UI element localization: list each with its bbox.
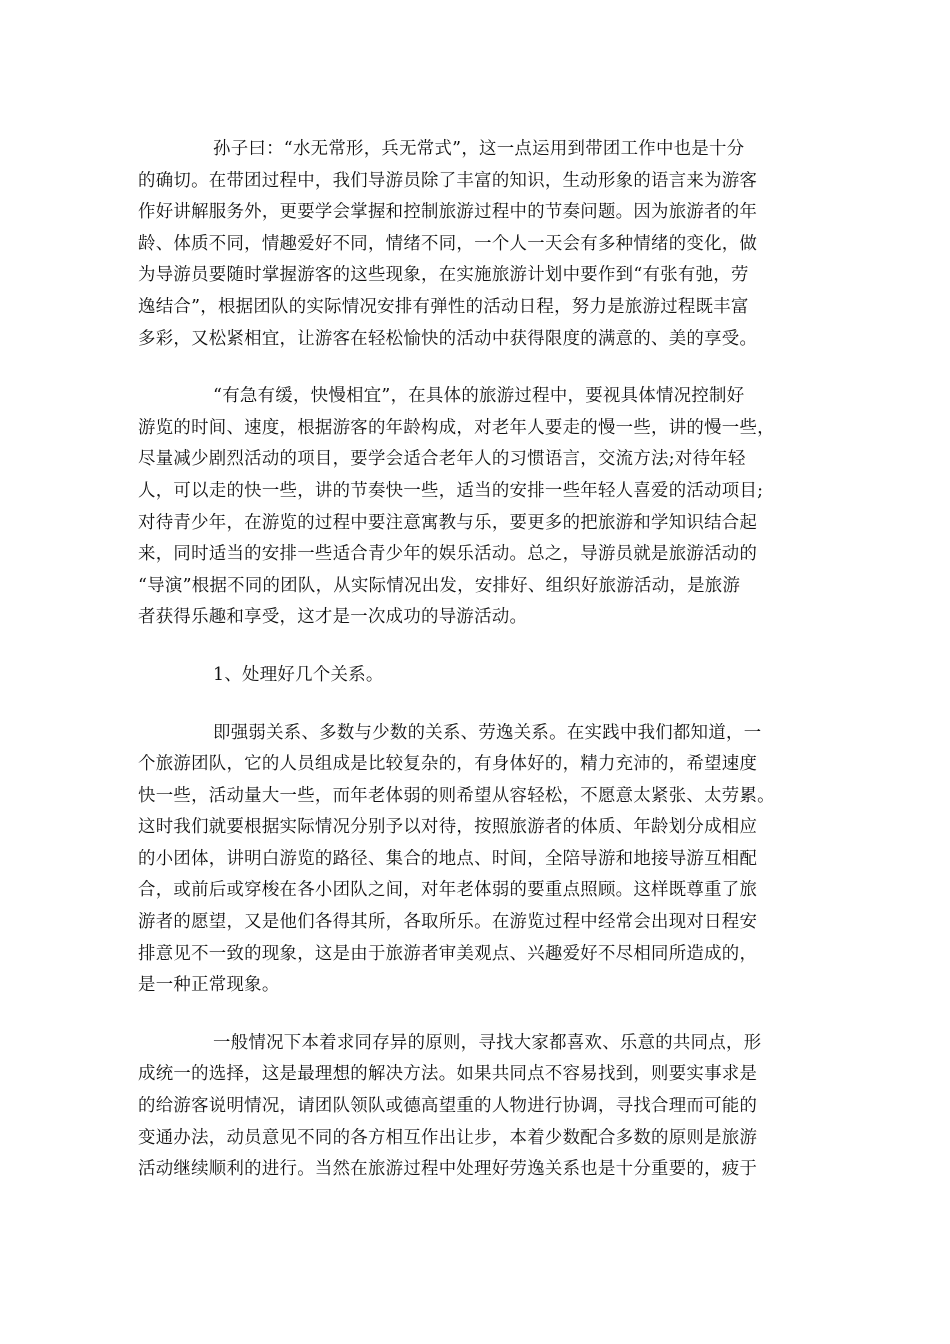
text-line: 龄、体质不同，情趣爱好不同，情绪不同，一个人一天会有多种情绪的变化，做: [138, 233, 758, 254]
text-line: 的小团体，讲明白游览的路径、集合的地点、时间，全陪导游和地接导游互相配: [138, 848, 758, 869]
section-heading: [138, 660, 814, 692]
text-line: 为导游员要随时掌握游客的这些现象，在实施旅游计划中要作到“有张有弛，劳: [138, 265, 749, 286]
text-line: 个旅游团队，它的人员组成是比较复杂的，有身体好的，精力充沛的，希望速度: [138, 754, 758, 775]
text-line: 一般情况下本着求同存异的原则，寻找大家都喜欢、乐意的共同点，形: [213, 1032, 762, 1053]
text-line: 是一种正常现象。: [138, 975, 280, 996]
text-line: 这时我们就要根据实际情况分别予以对待，按照旅游者的体质、年龄划分成相应: [138, 817, 758, 838]
text-line: 尽量减少剧烈活动的项目，要学会适合老年人的习惯语言，交流方法;对待年轻: [138, 449, 746, 470]
paragraph-4: [138, 1028, 814, 1186]
text-line: 即强弱关系、多数与少数的关系、劳逸关系。在实践中我们都知道，一: [213, 722, 762, 743]
text-line: 孙子曰：“水无常形，兵无常式”，这一点运用到带团工作中也是十分: [213, 139, 745, 159]
text-line: 的给游客说明情况，请团队领队或德高望重的人物进行协调，寻找合理而可能的: [138, 1096, 758, 1117]
text-line: 合，或前后或穿梭在各小团队之间，对年老体弱的要重点照顾。这样既尊重了旅: [138, 880, 758, 901]
paragraph-2: [138, 381, 814, 634]
text-line: 作好讲解服务外，更要学会掌握和控制旅游过程中的节奏问题。因为旅游者的年: [138, 202, 758, 223]
paragraph-1: [138, 134, 814, 355]
text-line: “导演”根据不同的团队，从实际情况出发，安排好、组织好旅游活动，是旅游: [138, 575, 741, 596]
text-line: 1、处理好几个关系。: [213, 664, 384, 685]
text-line: “有急有缓，快慢相宜”，在具体的旅游过程中，要视具体情况控制好: [213, 386, 745, 407]
text-line: 成统一的选择，这是最理想的解决方法。如果共同点不容易找到，则要实事求是: [138, 1064, 758, 1085]
text-line: 的确切。在带团过程中，我们导游员除了丰富的知识，生动形象的语言来为游客: [138, 170, 758, 191]
text-line: 游者的愿望，又是他们各得其所，各取所乐。在游览过程中经常会出现对日程安: [138, 912, 758, 933]
text-line: 来，同时适当的安排一些适合青少年的娱乐活动。总之，导游员就是旅游活动的: [138, 544, 758, 565]
text-line: 对待青少年，在游览的过程中要注意寓教与乐，要更多的把旅游和学知识结合起: [138, 512, 758, 533]
text-line: 逸结合”，根据团队的实际情况安排有弹性的活动日程，努力是旅游过程既丰富: [138, 296, 749, 317]
text-line: 多彩，又松紧相宜，让游客在轻松愉快的活动中获得限度的满意的、美的享受。: [138, 328, 758, 349]
text-line: 排意见不一致的现象，这是由于旅游者审美观点、兴趣爱好不尽相同所造成的，: [138, 943, 758, 964]
text-line: 游览的时间、速度，根据游客的年龄构成，对老年人要走的慢一些，讲的慢一些，: [138, 417, 775, 438]
text-line: 变通办法，动员意见不同的各方相互作出让步，本着少数配合多数的原则是旅游: [138, 1127, 758, 1148]
text-line: 快一些，活动量大一些，而年老体弱的则希望从容轻松，不愿意太紧张、太劳累。: [138, 785, 775, 806]
text-line: 者获得乐趣和享受，这才是一次成功的导游活动。: [138, 607, 528, 628]
text-line: 活动继续顺利的进行。当然在旅游过程中处理好劳逸关系也是十分重要的，疲于: [138, 1159, 758, 1180]
document-page: [138, 134, 814, 1212]
text-line: 人，可以走的快一些，讲的节奏快一些，适当的安排一些年轻人喜爱的活动项目;: [138, 480, 764, 501]
paragraph-3: [138, 718, 814, 1002]
